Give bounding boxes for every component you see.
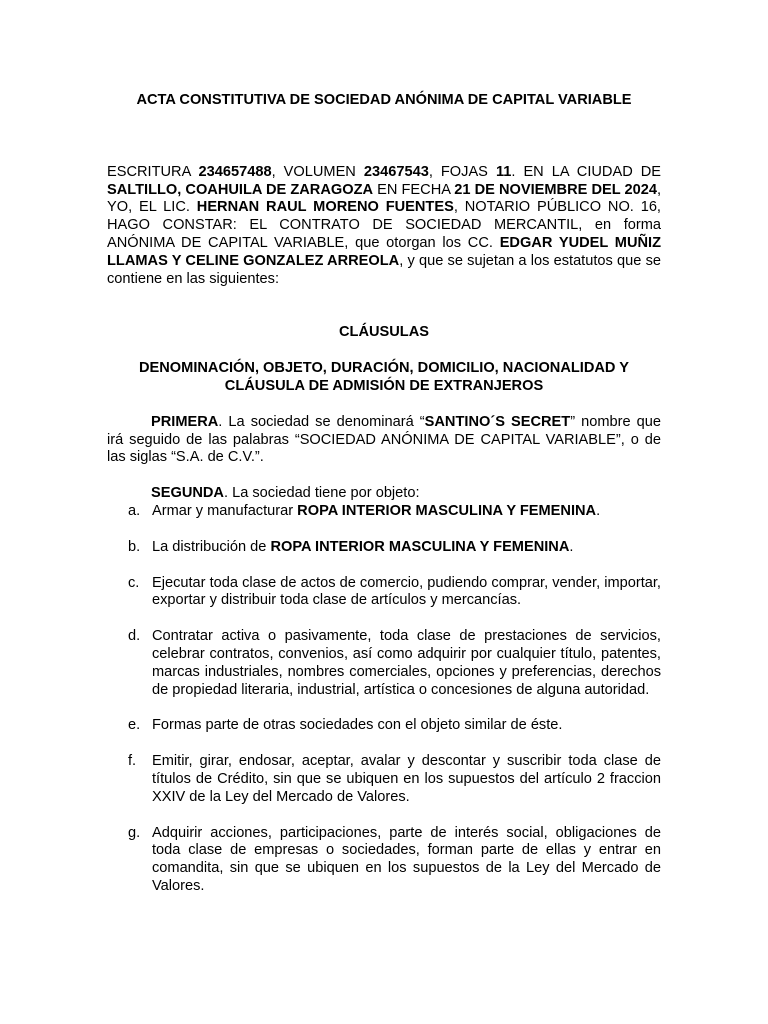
intro-text: , VOLUMEN bbox=[271, 163, 364, 180]
item-text: . bbox=[569, 538, 574, 555]
intro-text: ESCRITURA bbox=[107, 163, 199, 180]
item-text: Formas parte de otras sociedades con el objeto similar de éste. bbox=[152, 717, 563, 734]
list-marker: e. bbox=[128, 717, 141, 734]
escritura-number: 234657488 bbox=[198, 163, 272, 180]
volumen-number: 23467543 bbox=[363, 163, 429, 180]
list-marker: b. bbox=[128, 538, 141, 555]
list-item bbox=[107, 753, 661, 806]
list-item bbox=[107, 628, 661, 699]
clausula-segunda bbox=[107, 485, 661, 503]
intro-text: , YO, EL LIC. bbox=[107, 181, 661, 216]
list-marker: c. bbox=[128, 574, 140, 591]
item-bold-text: ROPA INTERIOR MASCULINA Y FEMENINA bbox=[297, 502, 597, 519]
segunda-label: SEGUNDA bbox=[151, 485, 224, 502]
list-marker: d. bbox=[128, 628, 141, 645]
primera-text: . La sociedad se denominará “ bbox=[218, 413, 425, 430]
primera-label: PRIMERA bbox=[151, 413, 219, 430]
list-item bbox=[107, 575, 661, 611]
item-text: . bbox=[596, 502, 601, 519]
document-content bbox=[107, 92, 661, 896]
company-name: SANTINO´S SECRET bbox=[424, 413, 571, 430]
list-item bbox=[107, 503, 661, 521]
item-bold-text: ROPA INTERIOR MASCULINA Y FEMENINA bbox=[270, 538, 570, 555]
intro-text: EN FECHA bbox=[373, 181, 455, 198]
fecha-date: 21 DE NOVIEMBRE DEL 2024 bbox=[454, 181, 657, 198]
segunda-text: . La sociedad tiene por objeto: bbox=[223, 485, 420, 502]
fojas-number: 11 bbox=[495, 163, 512, 180]
list-marker: a. bbox=[128, 502, 141, 519]
intro-text: , NOTARIO PÚBLICO NO. 16, HAGO CONSTAR: EL CONTRATO DE SOCIEDAD MERCANTIL, en forma ANÓNIMA DE CAPITAL VARIABLE, que otorgan los CC. bbox=[107, 199, 661, 251]
item-text: Ejecutar toda clase de actos de comercio, pudiendo comprar, vender, importar, exportar y distribuir toda clase de artículos y mercancías. bbox=[152, 574, 661, 609]
item-text: Contratar activa o pasivamente, toda clase de prestaciones de servicios, celebrar contratos, convenios, así como adquirir por cualquier título, patentes, marcas industriales, nombres comerciales, opciones y preferencias, derechos de propiedad literaria, industrial, artística o concesiones de alguna autoridad. bbox=[152, 628, 661, 698]
document-title: ACTA CONSTITUTIVA DE SOCIEDAD ANÓNIMA DE CAPITAL VARIABLE bbox=[136, 92, 632, 108]
list-item bbox=[107, 825, 661, 896]
clausulas-heading: CLÁUSULAS bbox=[339, 324, 429, 341]
notario-name: HERNAN RAUL MORENO FUENTES bbox=[196, 199, 454, 216]
list-marker: g. bbox=[128, 824, 141, 841]
list-item bbox=[107, 539, 661, 557]
section-heading: DENOMINACIÓN, OBJETO, DURACIÓN, DOMICILIO, NACIONALIDAD Y CLÁUSULA DE ADMISIÓN DE EXTRANJEROS bbox=[139, 360, 629, 394]
item-text: Adquirir acciones, participaciones, parte de interés social, obligaciones de toda clase de empresas o sociedades, forman parte de ellas y entrar en comandita, sin que se ubiquen en los supuestos de la Ley del Mercado de Valores. bbox=[152, 824, 661, 894]
primera-text: ” nombre que irá seguido de las palabras “SOCIEDAD ANÓNIMA DE CAPITAL VARIABLE”, o de las siglas “S.A. de C.V.”. bbox=[107, 413, 661, 466]
list-marker: f. bbox=[128, 753, 137, 770]
intro-text: . EN LA CIUDAD DE bbox=[511, 163, 662, 180]
item-text: La distribución de bbox=[152, 538, 271, 555]
item-text: Emitir, girar, endosar, aceptar, avalar y descontar y suscribir toda clase de títulos de Crédito, sin que se ubiquen en los supuestos del artículo 2 fraccion XXIV de la Ley del Mercado de Valores. bbox=[152, 753, 661, 805]
intro-paragraph bbox=[107, 164, 661, 289]
list-item bbox=[107, 717, 661, 735]
intro-text: , y que se sujetan a los estatutos que se contiene en las siguientes: bbox=[107, 252, 661, 287]
ciudad-name: SALTILLO, COAHUILA DE ZARAGOZA bbox=[107, 181, 374, 198]
intro-text: , FOJAS bbox=[428, 163, 496, 180]
objeto-list bbox=[107, 503, 661, 896]
item-text: Armar y manufacturar bbox=[152, 502, 298, 519]
clausula-primera bbox=[107, 414, 661, 467]
socios-names: EDGAR YUDEL MUÑIZ LLAMAS Y CELINE GONZALEZ ARREOLA bbox=[107, 234, 662, 269]
